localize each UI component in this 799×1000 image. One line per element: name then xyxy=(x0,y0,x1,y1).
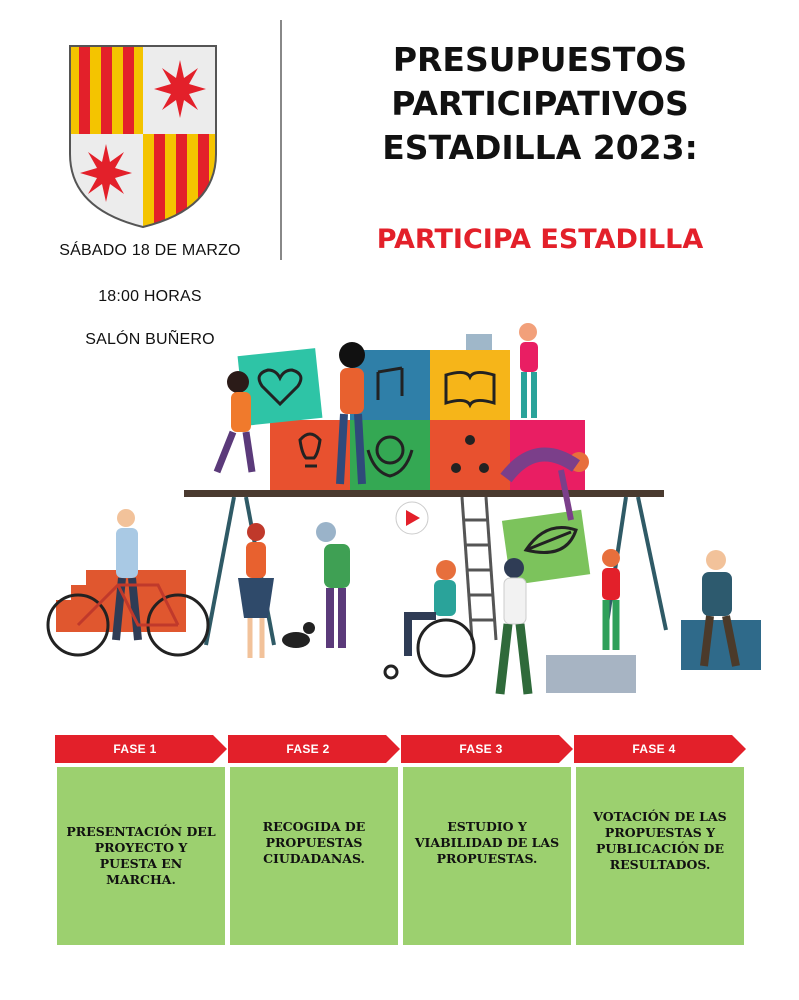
phase-text: ESTUDIO Y VIABILIDAD DE LAS PROPUESTAS. xyxy=(414,819,560,866)
laptop-icon xyxy=(466,334,492,350)
event-place: SALÓN BUÑERO xyxy=(85,331,215,348)
dog-icon xyxy=(282,622,315,648)
ladder xyxy=(462,497,496,640)
phase-1 xyxy=(55,735,227,947)
phase-text: VOTACIÓN DE LAS PROPUESTAS Y PUBLICACIÓN DE RESULTADOS. xyxy=(593,809,727,872)
page-title xyxy=(300,38,780,170)
phase-label: FASE 4 xyxy=(632,742,676,756)
phase-label: FASE 3 xyxy=(459,742,503,756)
wheelchair-icon xyxy=(385,620,474,678)
person xyxy=(519,323,538,418)
phase-box xyxy=(403,767,571,945)
event-date: SÁBADO 18 DE MARZO xyxy=(59,242,241,259)
person xyxy=(316,522,350,648)
title-line-3: ESTADILLA 2023: xyxy=(382,128,698,167)
idea-bubble-icon xyxy=(396,502,428,534)
community-illustration xyxy=(26,300,776,720)
phase-box xyxy=(57,767,225,945)
platform xyxy=(184,490,664,497)
phase-box xyxy=(576,767,744,945)
coat-of-arms-logo xyxy=(68,44,218,229)
phase-3 xyxy=(401,735,573,947)
subtitle: PARTICIPA ESTADILLA xyxy=(376,224,704,255)
phase-header xyxy=(401,735,573,763)
person xyxy=(238,523,274,658)
phases-section xyxy=(55,735,745,947)
event-time: 18:00 HORAS xyxy=(98,288,202,305)
divider xyxy=(280,20,282,260)
phase-2 xyxy=(228,735,400,947)
phase-text: PRESENTACIÓN DEL PROYECTO Y PUESTA EN MARCHA. xyxy=(66,824,216,887)
blocks xyxy=(238,348,591,585)
title-line-1: PRESUPUESTOS xyxy=(392,40,688,79)
phase-box xyxy=(230,767,398,945)
phase-header xyxy=(228,735,400,763)
phase-4 xyxy=(574,735,746,947)
phase-header xyxy=(55,735,227,763)
bench xyxy=(681,620,761,670)
title-line-2: PARTICIPATIVOS xyxy=(391,84,689,123)
phase-label: FASE 2 xyxy=(286,742,330,756)
phase-text: RECOGIDA DE PROPUESTAS CIUDADANAS. xyxy=(262,819,366,866)
phase-label: FASE 1 xyxy=(113,742,157,756)
person xyxy=(408,560,456,656)
crate xyxy=(546,655,636,693)
person xyxy=(602,549,620,650)
phase-header xyxy=(574,735,746,763)
person xyxy=(217,371,252,472)
